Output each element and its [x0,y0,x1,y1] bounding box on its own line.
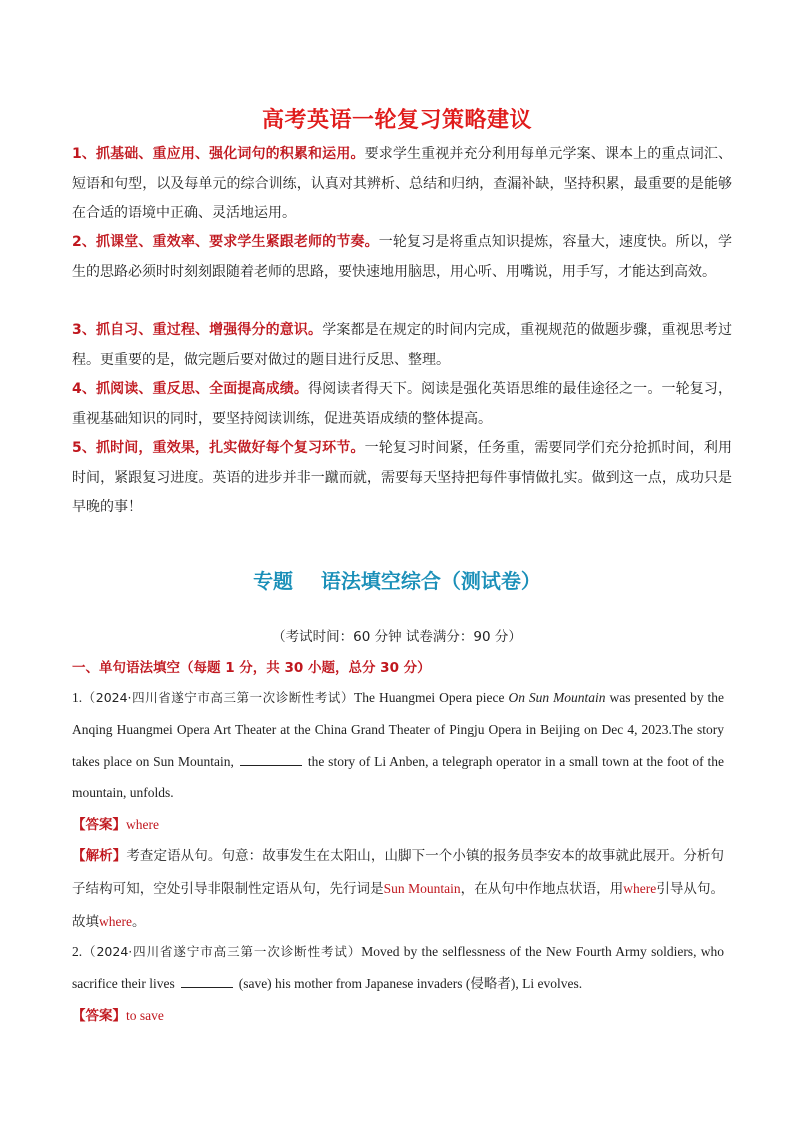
strategy-paragraph-1 [72,140,732,229]
question-1 [72,682,724,809]
question-text: Moved by the selflessness of the New Fourth Army soldiers, who sacrifice their lives [72,944,724,991]
strategy-paragraph-4 [72,375,732,434]
analysis-label: 【解析】 [72,848,127,864]
strategy-paragraph-3 [72,316,732,375]
strategy-text: 得阅读者得天下。阅读是强化英语思维的最佳途径之一。一轮复习，重视基础知识的同时，要坚持阅读训练，促进英语成绩的整体提高。 [72,381,733,427]
strategy-paragraph-2 [72,228,732,287]
analysis-highlight: where [99,913,132,929]
answer-2 [72,1006,164,1026]
page-title: 高考英语一轮复习策略建议 [261,108,532,133]
strategy-text: 一轮复习时间紧，任务重，需要同学们充分抢抓时间，利用时间，紧跟复习进度。英语的进步并非一蹴而就，需要每天坚持把每件事情做扎实。做到这一点，成功只是早晚的事！ [72,440,732,515]
analysis-1 [72,841,724,938]
test-title: 专题 语法填空综合（测试卷） [253,569,541,593]
analysis-highlight: Sun Mountain [383,880,461,896]
section-heading: 一、单句语法填空（每题 1 分，共 30 小题，总分 30 分） [72,660,431,676]
analysis-text: 引导从句。故填 [72,880,725,930]
question-source: （2024·四川省遂宁市高三第一次诊断性考试） [82,944,362,959]
strategy-paragraph-5 [72,434,732,523]
strategy-text: 学案都是在规定的时间内完成，重视规范的做题步骤，重视思考过程。更重要的是，做完题后要对做过的题目进行反思、整理。 [72,322,732,368]
question-text: (save) his mother from Japanese invaders (侵略者), Li evolves. [238,975,583,991]
analysis-text: 。 [131,913,146,930]
answer-1 [72,815,159,835]
answer-label: 【答案】 [72,817,126,833]
strategy-heading: 4、抓阅读、重反思、全面提高成绩。 [72,381,309,397]
strategy-heading: 1、抓基础、重应用、强化词句的积累和运用。 [72,146,365,162]
strategy-text: 要求学生重视并充分利用每单元学案、课本上的重点词汇、短语和句型，以及每单元的综合训练，认真对其辨析、总结和归纳，查漏补缺，坚持积累，最重要的是能够在合适的语境中正确、灵活地运用。 [72,146,732,221]
analysis-highlight: where [623,880,657,896]
question-text: The Huangmei Opera piece [354,690,505,705]
strategy-text: 一轮复习是将重点知识提炼，容量大，速度快。所以，学生的思路必须时时刻刻跟随着老师的思路，要快速地用脑思，用心听、用嘴说，用手写，才能达到高效。 [72,234,732,280]
opera-title: On Sun Mountain [508,690,606,705]
question-2 [72,936,724,1000]
strategy-heading: 3、抓自习、重过程、增强得分的意识。 [72,322,323,338]
question-number: 2. [72,944,83,959]
question-text: the story of Li Anben, a telegraph operator in a small town at the foot of the mountain, unfolds. [72,753,724,801]
strategy-heading: 2、抓课堂、重效率、要求学生紧跟老师的节奏。 [72,234,379,250]
exam-info: （考试时间：60 分钟 试卷满分：90 分） [272,629,522,645]
answer-value: to save [126,1008,164,1023]
answer-blank[interactable] [240,751,302,766]
analysis-text: 考查定语从句。句意：故事发生在太阳山，山脚下一个小镇的报务员李安本的故事就此展开。分析句子结构可知，空处引导非限制性定语从句，先行词是 [72,848,725,897]
answer-blank[interactable] [181,973,233,988]
question-number: 1. [72,690,83,705]
analysis-text: ，在从句中作地点状语，用 [460,880,624,897]
question-text: was presented by the Anqing Huangmei Opera Art Theater at the China Grand Theater of Pingju Opera in Beijing on Dec 4, 2023.The story takes place on Sun Mountain, [72,690,725,769]
strategy-heading: 5、抓时间，重效果，扎实做好每个复习环节。 [72,440,365,456]
answer-value: where [126,817,159,832]
question-source: （2024·四川省遂宁市高三第一次诊断性考试） [82,690,355,705]
answer-label: 【答案】 [72,1008,126,1024]
